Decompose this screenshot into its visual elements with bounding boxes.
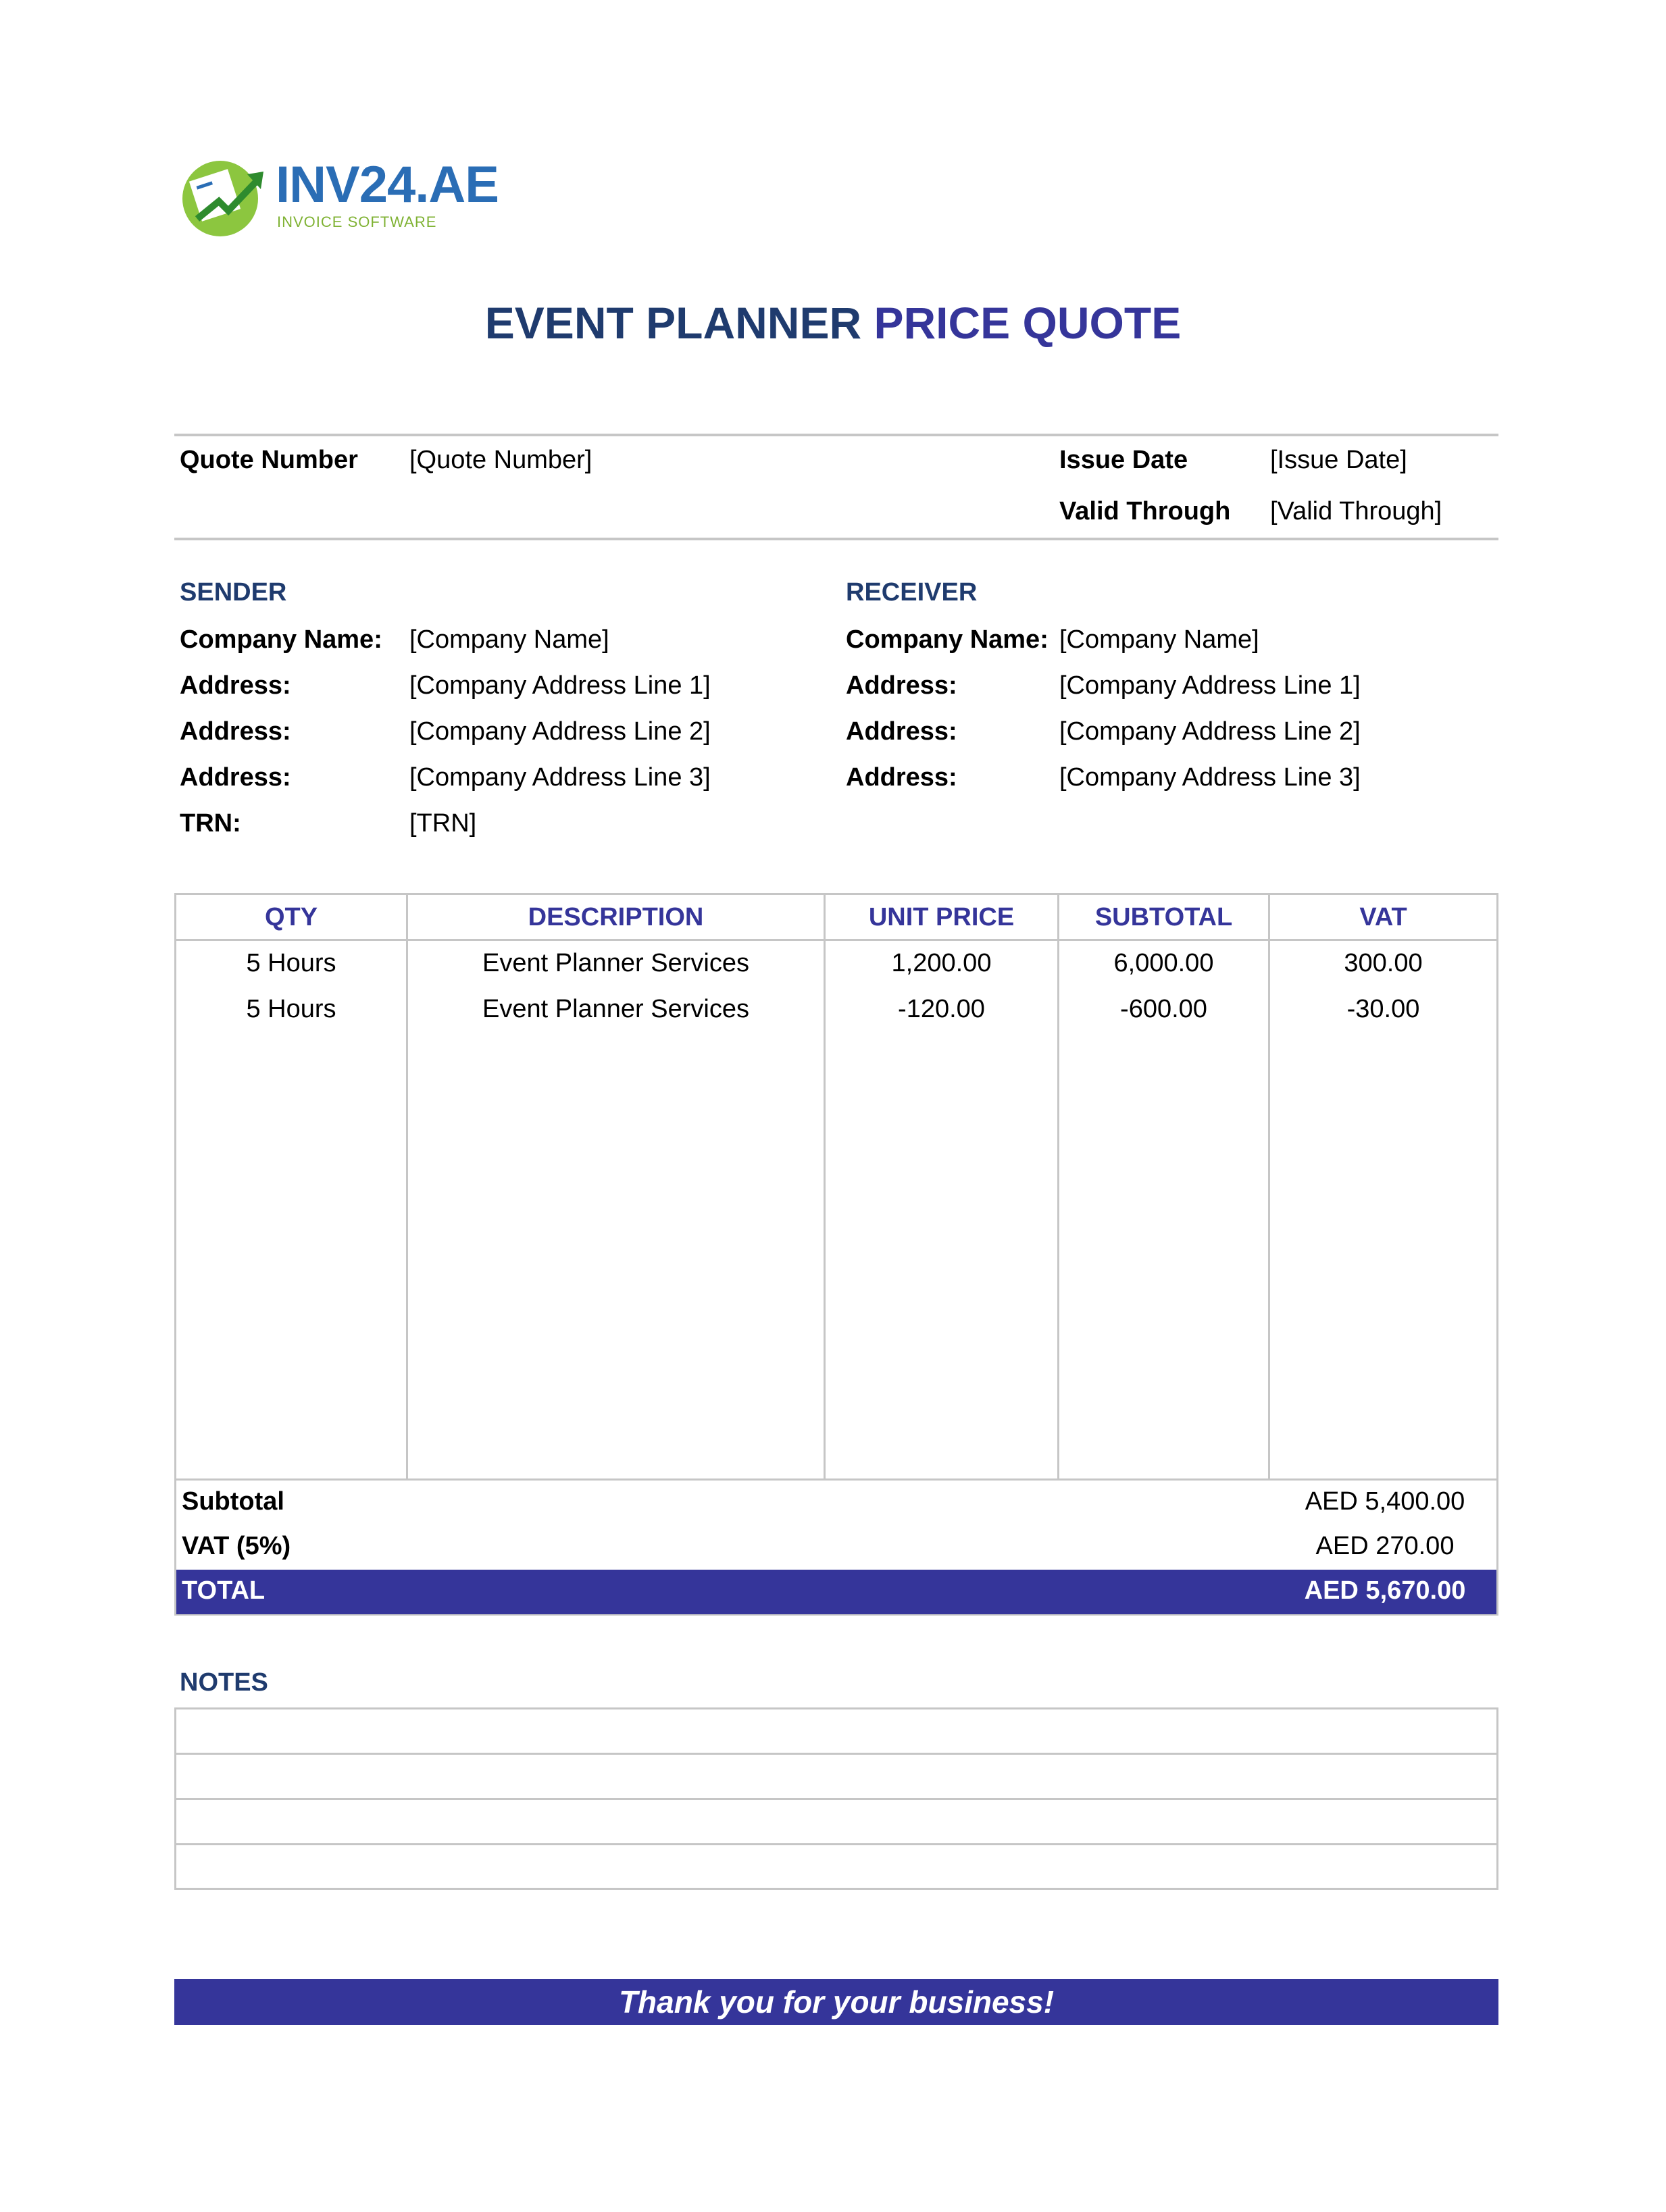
table-cell: 1,200.00 <box>891 949 992 977</box>
quote-number-label: Quote Number <box>180 446 358 474</box>
logo-wordmark: INV24.AE <box>276 156 499 213</box>
receiver-label: Address: <box>846 763 957 792</box>
total-row <box>176 1570 1496 1614</box>
receiver-value: [Company Address Line 3] <box>1059 763 1361 792</box>
sender-label: Company Name: <box>180 625 382 654</box>
table-cell: 6,000.00 <box>1113 949 1214 977</box>
sender-value: [Company Address Line 3] <box>409 763 711 792</box>
vat-value: AED 270.00 <box>1315 1532 1455 1560</box>
receiver-label: Address: <box>846 717 957 746</box>
notes-heading: NOTES <box>180 1668 268 1697</box>
table-cell: -600.00 <box>1120 995 1207 1023</box>
table-cell: 5 Hours <box>246 949 336 977</box>
title-part-1: EVENT PLANNER <box>484 298 862 348</box>
document-title <box>0 297 1666 349</box>
items-table <box>174 893 1498 1481</box>
receiver-label: Company Name: <box>846 625 1049 654</box>
sender-label: Address: <box>180 671 291 700</box>
divider <box>174 434 1498 436</box>
note-line <box>176 1798 1496 1800</box>
unit-price-column <box>824 895 1057 1478</box>
table-cell: 300.00 <box>1344 949 1423 977</box>
subtotal-header: SUBTOTAL <box>1094 903 1233 931</box>
sender-value: [Company Address Line 2] <box>409 717 711 746</box>
receiver-value: [Company Address Line 2] <box>1059 717 1361 746</box>
subtotal-value: AED 5,400.00 <box>1305 1487 1465 1516</box>
description-column <box>406 895 824 1478</box>
quote-number-value: [Quote Number] <box>409 446 592 474</box>
note-line <box>176 1753 1496 1755</box>
total-value: AED 5,670.00 <box>1304 1576 1466 1605</box>
sender-value: [Company Address Line 1] <box>409 671 711 700</box>
table-cell: Event Planner Services <box>482 995 749 1023</box>
receiver-value: [Company Name] <box>1059 625 1259 654</box>
sender-value: [TRN] <box>409 809 477 838</box>
table-cell: -120.00 <box>898 995 985 1023</box>
logo-tagline: INVOICE SOFTWARE <box>277 213 437 230</box>
valid-through-label: Valid Through <box>1059 497 1231 525</box>
issue-date-value: [Issue Date] <box>1270 446 1407 474</box>
receiver-heading: RECEIVER <box>846 578 978 607</box>
vat-header: VAT <box>1359 903 1407 931</box>
sender-label: Address: <box>180 717 291 746</box>
receiver-value: [Company Address Line 1] <box>1059 671 1361 700</box>
receiver-label: Address: <box>846 671 957 700</box>
description-header: DESCRIPTION <box>528 903 704 931</box>
valid-through-value: [Valid Through] <box>1270 497 1442 525</box>
sender-value: [Company Name] <box>409 625 609 654</box>
vat-label: VAT (5%) <box>182 1532 291 1560</box>
notes-box[interactable] <box>174 1707 1498 1890</box>
unit-price-header: UNIT PRICE <box>868 903 1015 931</box>
table-cell: Event Planner Services <box>482 949 749 977</box>
sender-label: Address: <box>180 763 291 792</box>
subtotal-label: Subtotal <box>182 1487 284 1516</box>
divider <box>174 538 1498 540</box>
title-part-2: PRICE QUOTE <box>874 298 1182 348</box>
qty-column <box>176 895 406 1478</box>
sender-label: TRN: <box>180 809 241 838</box>
totals-section <box>174 1481 1498 1616</box>
issue-date-label: Issue Date <box>1059 446 1188 474</box>
subtotal-column <box>1057 895 1268 1478</box>
table-cell: 5 Hours <box>246 995 336 1023</box>
vat-column <box>1268 895 1496 1478</box>
vat-row <box>176 1525 1496 1570</box>
total-label: TOTAL <box>182 1576 266 1605</box>
sender-heading: SENDER <box>180 578 287 607</box>
qty-header: QTY <box>264 903 318 931</box>
note-line <box>176 1843 1496 1845</box>
subtotal-row <box>176 1481 1496 1525</box>
table-cell: -30.00 <box>1346 995 1420 1023</box>
thank-you-banner: Thank you for your business! <box>174 1979 1498 2025</box>
